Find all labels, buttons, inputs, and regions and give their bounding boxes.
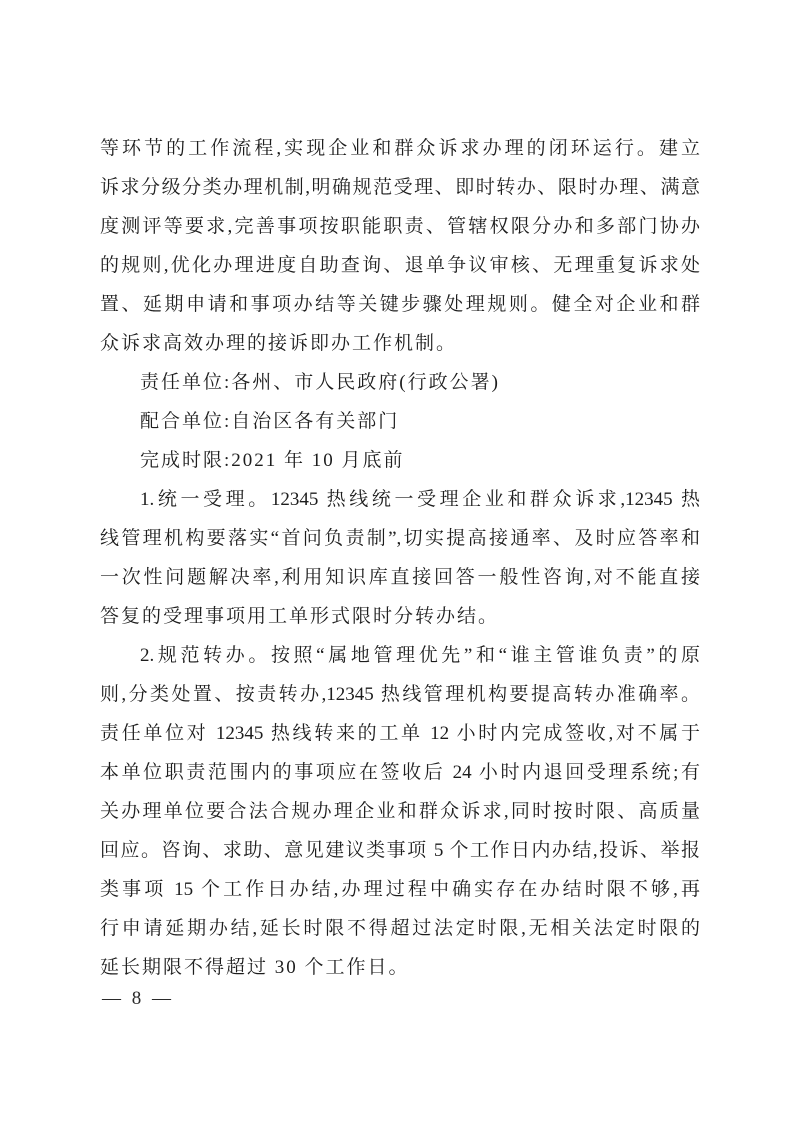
- text-line: 答复的受理事项用工单形式限时分转办结。: [100, 606, 500, 627]
- text-line: 诉求分级分类办理机制,明确规范受理、即时转办、限时办理、满意: [100, 177, 700, 198]
- text-line: 行申请延期办结,延长时限不得超过法定时限,无相关法定时限的: [100, 918, 700, 939]
- text-line: 完成时限:2021 年 10 月底前: [140, 450, 405, 471]
- document-body: [100, 129, 700, 987]
- text-line: 一次性问题解决率,利用知识库直接回答一般性咨询,对不能直接: [100, 567, 700, 588]
- text-line: 责任单位:各州、市人民政府(行政公署): [140, 372, 500, 393]
- text-line: 关办理单位要合法合规办理企业和群众诉求,同时按时限、高质量: [100, 801, 700, 822]
- text-line: 回应。咨询、求助、意见建议类事项 5 个工作日内办结,投诉、举报: [100, 840, 700, 861]
- text-line: 则,分类处置、按责转办,12345 热线管理机构要提高转办准确率。: [100, 684, 700, 705]
- text-line: 度测评等要求,完善事项按职能职责、管辖权限分办和多部门协办: [100, 216, 700, 237]
- text-line: 责任单位对 12345 热线转来的工单 12 小时内完成签收,对不属于: [100, 723, 700, 744]
- text-line: 众诉求高效办理的接诉即办工作机制。: [100, 333, 458, 354]
- text-line: 2.规范转办。按照“属地管理优先”和“谁主管谁负责”的原: [140, 645, 700, 666]
- text-line: 置、延期申请和事项办结等关键步骤处理规则。健全对企业和群: [100, 294, 700, 315]
- text-line: 等环节的工作流程,实现企业和群众诉求办理的闭环运行。建立: [100, 138, 700, 159]
- text-line: 的规则,优化办理进度自助查询、退单争议审核、无理重复诉求处: [100, 255, 700, 276]
- text-line: 线管理机构要落实“首问负责制”,切实提高接通率、及时应答率和: [100, 528, 700, 549]
- text-line: 配合单位:自治区各有关部门: [140, 411, 400, 432]
- text-line: 本单位职责范围内的事项应在签收后 24 小时内退回受理系统;有: [100, 762, 700, 783]
- text-line: 延长期限不得超过 30 个工作日。: [100, 957, 410, 978]
- text-line: 1.统一受理。12345 热线统一受理企业和群众诉求,12345 热: [140, 489, 700, 510]
- text-line: 类事项 15 个工作日办结,办理过程中确实存在办结时限不够,再: [100, 879, 700, 900]
- page-number: — 8 —: [102, 988, 174, 1009]
